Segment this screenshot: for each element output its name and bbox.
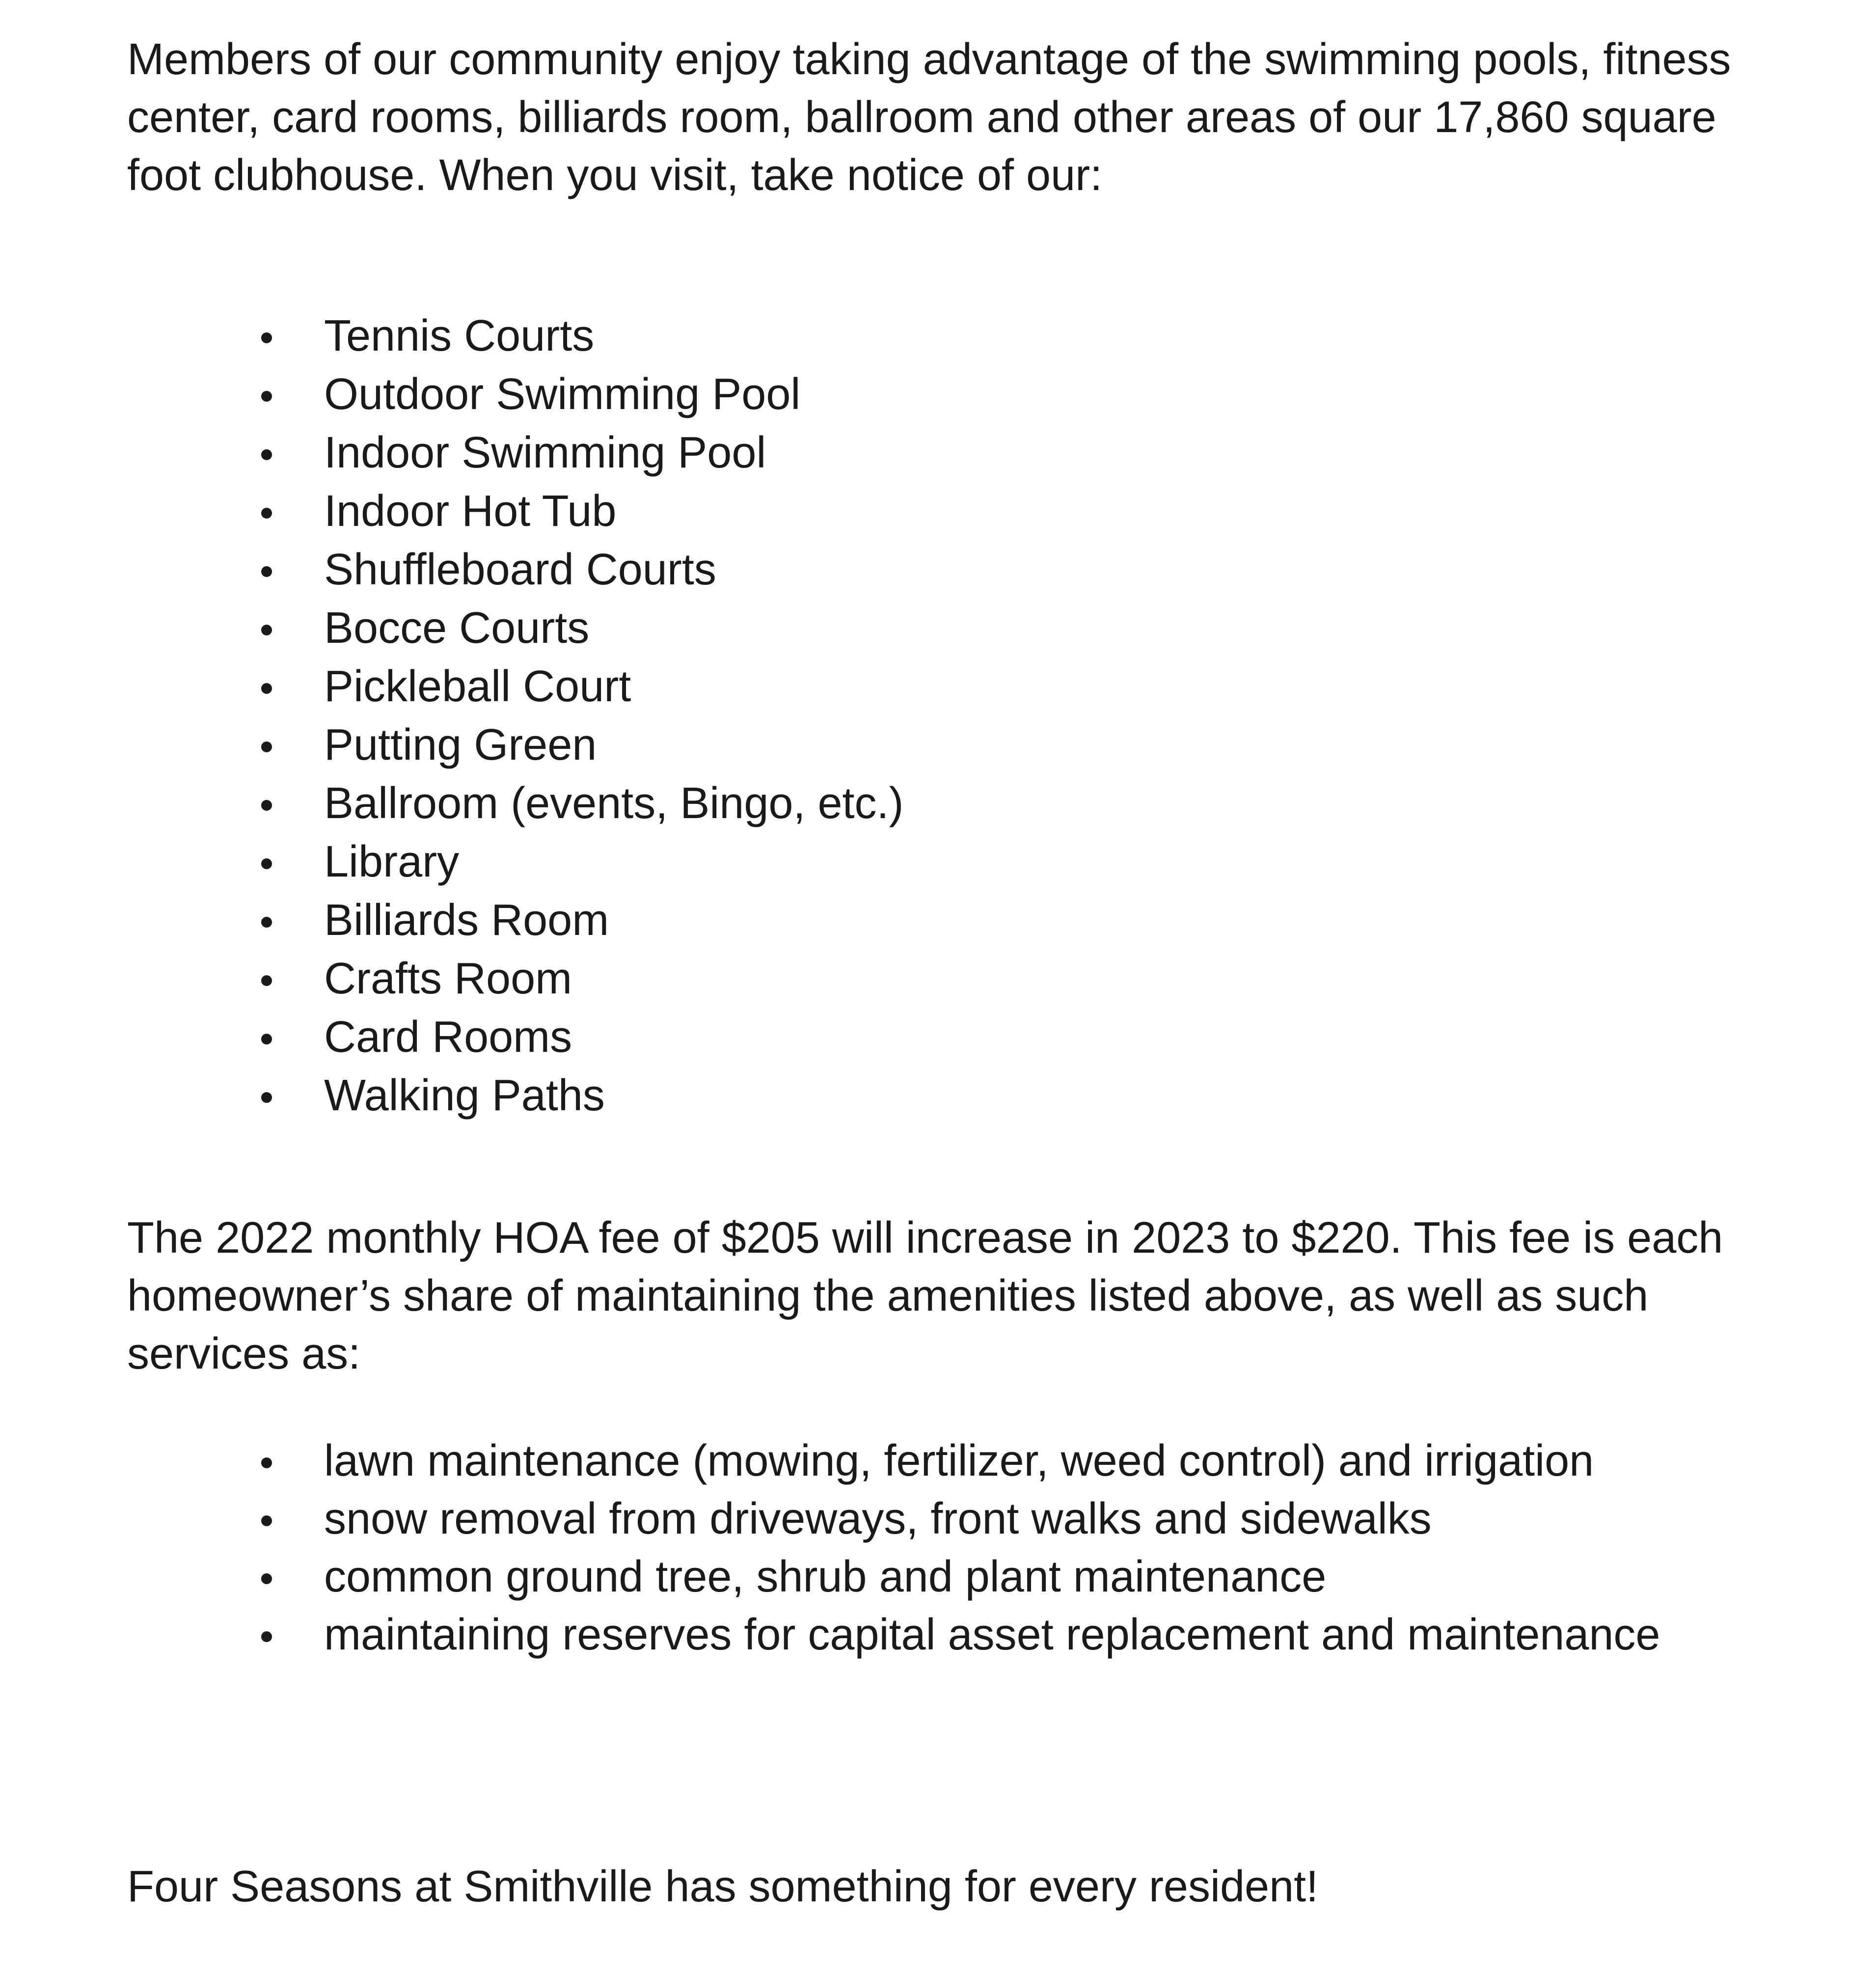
bullet-icon xyxy=(261,800,272,811)
service-label: maintaining reserves for capital asset replacement and maintenance xyxy=(324,1610,1660,1659)
bullet-icon xyxy=(261,1034,272,1044)
bullet-icon xyxy=(261,391,272,402)
bullet-icon xyxy=(261,625,272,635)
bullet-icon xyxy=(261,508,272,519)
amenities-list xyxy=(0,307,1699,1125)
list-item xyxy=(0,716,1699,774)
list-item xyxy=(0,482,1699,541)
list-item xyxy=(0,541,1699,599)
list-item xyxy=(0,833,1699,891)
list-item xyxy=(0,1067,1699,1125)
amenity-label: Card Rooms xyxy=(324,1013,572,1062)
amenity-label: Crafts Room xyxy=(324,954,572,1003)
intro-paragraph: Members of our community enjoy taking advantage of the swimming pools, fitness center, card rooms, billiards room, ballroom and other areas of our 17,860 square foot clubhouse. When you visit, take notice of our: xyxy=(127,35,1731,200)
service-label: lawn maintenance (mowing, fertilizer, weed control) and irrigation xyxy=(324,1436,1594,1485)
list-item xyxy=(0,1490,1699,1548)
list-item xyxy=(0,307,1699,365)
amenity-label: Indoor Swimming Pool xyxy=(324,428,766,477)
list-item xyxy=(0,1548,1699,1606)
amenity-label: Walking Paths xyxy=(324,1071,605,1120)
bullet-icon xyxy=(261,1457,272,1468)
list-item xyxy=(0,365,1699,424)
list-item xyxy=(0,891,1699,950)
list-item xyxy=(0,774,1699,833)
amenity-label: Ballroom (events, Bingo, etc.) xyxy=(324,779,904,828)
amenity-label: Putting Green xyxy=(324,720,597,769)
bullet-icon xyxy=(261,1092,272,1103)
services-list xyxy=(0,1432,1699,1664)
service-label: common ground tree, shrub and plant maintenance xyxy=(324,1552,1327,1601)
bullet-icon xyxy=(261,449,272,460)
list-item xyxy=(0,658,1699,716)
bullet-icon xyxy=(261,1515,272,1526)
amenity-label: Pickleball Court xyxy=(324,662,631,711)
list-item xyxy=(0,1008,1699,1067)
amenity-label: Shuffleboard Courts xyxy=(324,545,716,594)
bullet-icon xyxy=(261,741,272,752)
list-item xyxy=(0,599,1699,658)
bullet-icon xyxy=(261,975,272,986)
amenity-label: Tennis Courts xyxy=(324,311,595,360)
amenity-label: Outdoor Swimming Pool xyxy=(324,370,801,419)
fee-paragraph: The 2022 monthly HOA fee of $205 will increase in 2023 to $220. This fee is each homeowner’s share of maintaining the amenities listed above, as well as such services as: xyxy=(127,1213,1723,1378)
amenity-label: Library xyxy=(324,837,460,886)
list-item xyxy=(0,424,1699,482)
amenity-label: Indoor Hot Tub xyxy=(324,487,617,536)
list-item xyxy=(0,950,1699,1008)
bullet-icon xyxy=(261,683,272,694)
amenity-label: Bocce Courts xyxy=(324,604,590,653)
bullet-icon xyxy=(261,1631,272,1642)
service-label: snow removal from driveways, front walks and sidewalks xyxy=(324,1494,1432,1543)
bullet-icon xyxy=(261,858,272,869)
closing-paragraph: Four Seasons at Smithville has something for every resident! xyxy=(127,1862,1319,1911)
list-item xyxy=(0,1432,1699,1490)
amenity-label: Billiards Room xyxy=(324,896,609,945)
bullet-icon xyxy=(261,332,272,343)
bullet-icon xyxy=(261,917,272,928)
list-item xyxy=(0,1606,1699,1664)
bullet-icon xyxy=(261,1573,272,1584)
bullet-icon xyxy=(261,566,272,577)
